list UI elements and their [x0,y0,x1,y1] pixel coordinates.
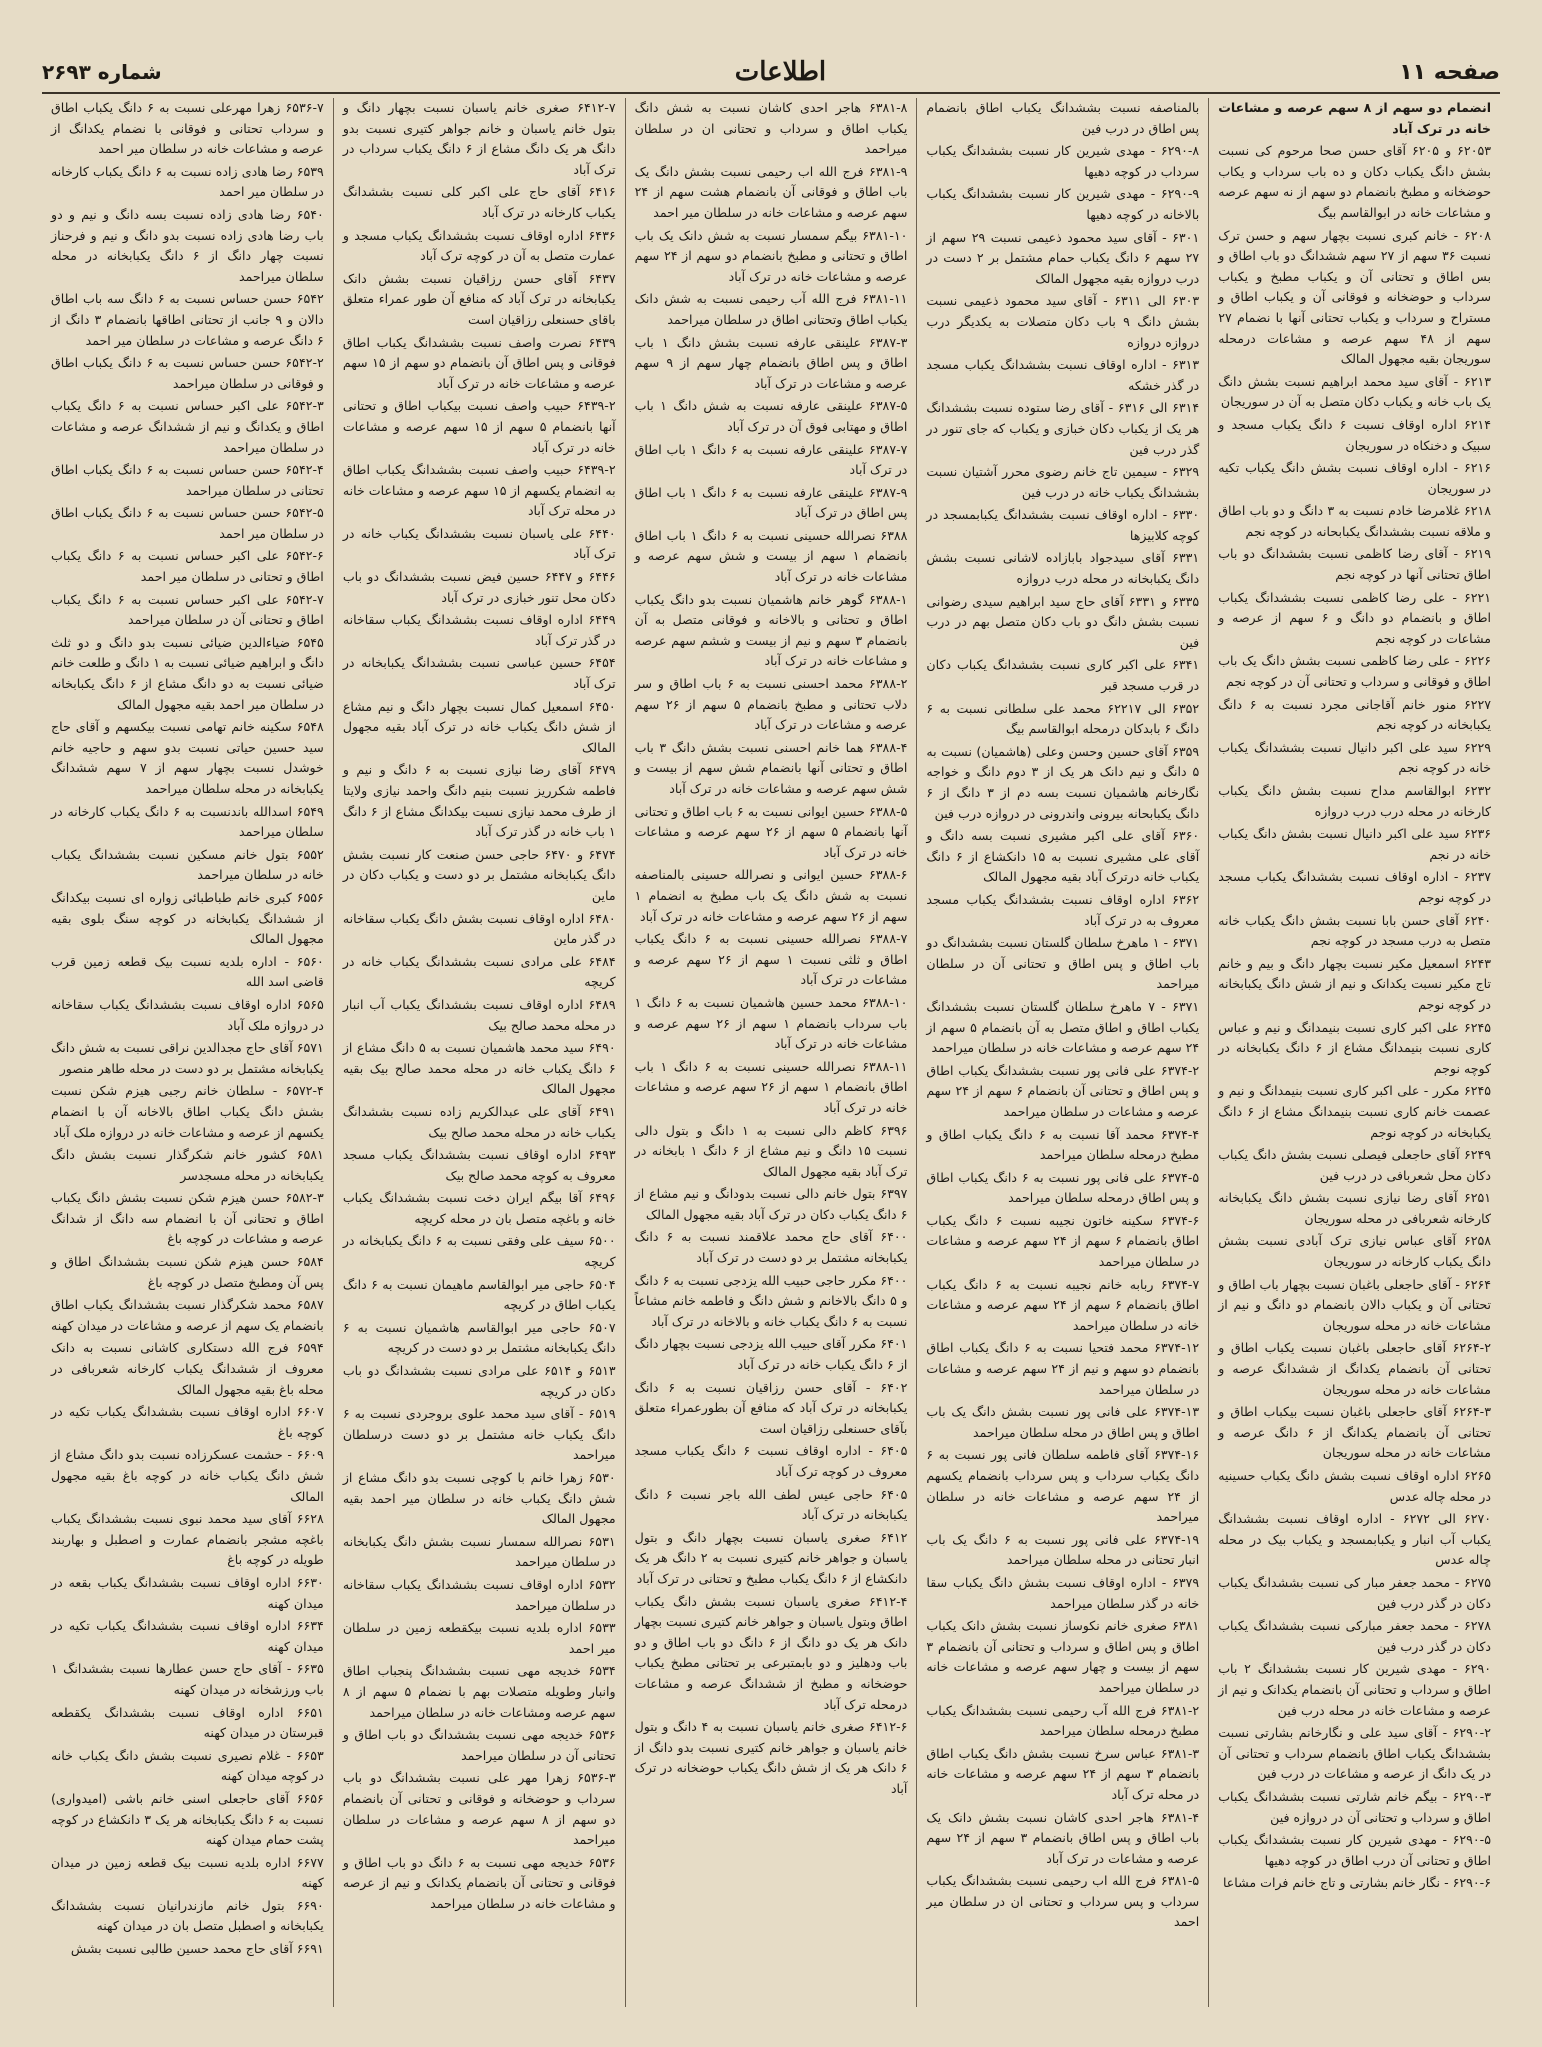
notice-entry: ۶۳۸۱-۱۰ بیگم سمسار نسبت به شش دانک یک باب اطاق و تحتانی و مطبخ بانضمام دو سهم از ۲۴ سهم عرصه و مشاعات خانه در ترک آباد [634,227,908,284]
notice-entry: ۶۲۵۱ آقای رضا نیازی نسبت بشش دانگ یکبابخانه کارخانه شعربافی در محله سوریجان [1218,1190,1491,1226]
notice-entry: ۶۳۷۴-۱۲ محمد فتحیا نسبت به ۶ دانگ یکباب اطاق بانضمام دو سهم و نیم از ۲۴ سهم عرصه و مشاعات در سلطان میراحمد [926,1340,1200,1397]
notice-entry: ۶۵۳۶ خدیجه مهی نسبت به ۶ دانگ دو باب اطاق و فوقانی و تحتانی آن بانضمام یکدانک و نیم از عرصه و مشاعات خانه در سلطان میراحمد [342,1854,616,1911]
notice-entry: ۶۴۱۲-۴ صغری یاسبان نسبت بشش دانگ یکباب اطاق وبتول یاسبان و جواهر خانم کتیری نسبت بچهار دانک هر یک دو دانگ از ۶ دانگ دو باب اطاق و دو باب ودهلیز و دو بابمتبرعی بر تحتانی مطبخ یکباب حوضخانه و مطبخ از ششدانگ عرصه و مشاعات درمحله ترک آباد [634,1593,908,1712]
notice-entry: ۶۵۵۶ کبری خانم طباطبائی زواره ای نسبت بیکدانگ از ششدانگ یکبابخانه در کوچه سنگ بلوی بقیه مجهول المالک [51,889,324,947]
page-header [42,52,1500,94]
notice-entry: ۶۳۸۱-۹ فرج الله اب رحیمی نسبت بشش دانگ یک باب اطاق و فوقانی آن بانضمام هشت سهم از ۲۴ سهم عرصه و مشاعات خانه در سلطان میر احمد [634,163,908,220]
notice-entry: ۶۵۰۰ سیف علی وفقی نسبت به ۶ دانگ یکبابخانه در کریچه [342,1233,616,1270]
notice-entry: ۶۳۸۷-۹ علینقی عارفه نسبت به ۶ دانگ ۱ باب اطاق پس اطاق در ترک آباد [634,484,908,521]
notice-entry: ۶۲۰۵۳ و ۶۲۰۵ آقای حسن صحا مرحوم کی نسبت بشش دانگ یکباب دکان و ده باب سرداب و یکاب حوضخانه و مطبخ بانضمام دو سهم از نه سهم عرصه و مشاعات خانه در ابوالقاسم بیگ [1218,143,1491,220]
notice-entry: ۶۲۱۳ - آقای سید محمد ابراهیم نسبت بشش دانگ یک باب خانه و یکباب دکان متصل به آن در سوریجان [1218,373,1491,410]
notice-entry: ۶۳۸۷-۷ علینقی عارفه نسبت به ۶ دانگ ۱ باب اطاق در ترک آباد [634,441,908,478]
notice-entry: ۶۴۴۰ علی یاسبان نسبت بششدانگ یکباب خانه در ترک آباد [342,525,616,562]
notice-entry: ۶۳۸۷-۵ علینقی عارفه نسبت به شش دانگ ۱ باب اطاق و مهتابی فوق آن در ترک آباد [634,398,908,434]
notice-entry: ۶۳۸۱-۳ عباس سرخ نسبت بشش دانگ یکباب اطاق بانضمام ۳ سهم از ۲۴ سهم عرصه و مشاعات خانه در محله ترک آباد [926,1745,1200,1802]
notice-entry: ۶۶۹۰ بتول خانم مازندرانیان نسبت بششدانگ یکبابخانه و اصطبل متصل بان در میدان کهنه [51,1897,324,1934]
notice-entry: ۶۵۱۹ - آقای سید محمد علوی بروجردی نسبت به ۶ دانگ یکباب خانه مشتمل بر دو دست درسلطان میراحمد [342,1406,616,1463]
notice-entry: ۶۶۲۸ آقای سید محمد نبوی نسبت بششدانگ یکباب باغچه مشجر بانضمام عمارت و اصطبل و بهاربند طویله در کوچه باغ [51,1511,324,1568]
notice-entry: انضمام دو سهم از ۸ سهم عرصه و مشاعات خانه در ترک آباد [1218,100,1492,136]
notice-entry: ۶۴۱۲-۶ صغری خانم یاسبان نسبت به ۴ دانگ و بتول خانم یاسبان و جواهر خانم کتیری نسبت بدو دانگ از ۶ دانک هر یک از شش دانگ یکباب حوضخانه در ترک آباد [634,1719,908,1796]
notice-entry: ۶۴۱۲ صغری یاسبان نسبت بچهار دانگ و بتول یاسبان و جواهر خانم کتیری نسبت به ۲ دانگ هر یک دانکشاع از ۶ دانگ یکباب مطبخ و تحتانی در ترک آباد [634,1529,908,1586]
notice-entry: ۶۴۱۶ آقای حاج علی اکبر کلی نسبت بششدانگ یکباب کارخانه در ترک آباد [342,184,616,220]
notice-entry: ۶۵۴۲-۷ علی اکبر حساس نسبت به ۶ دانگ یکباب اطاق و تحتانی آن در سلطان میراحمد [51,591,324,628]
notice-entry: ۶۶۵۶ آقای حاجعلی اسنی خانم باشی (امیدواری) نسبت به ۶ دانگ یکبابخانه هر یک ۳ دانکشاع در کوچه پشت حمام میدان کهنه [51,1790,324,1848]
notice-entry: ۶۲۹۰-۲ - آقای سید علی و نگارخانم بشارتی نسبت بششدانگ یکباب اطاق بانضمام سرداب و تحتانی آن در یک دانگ از عرصه و مشاعات در درب فین [1218,1725,1491,1782]
notice-entry: ۶۳۰۱ - آقای سید محمود ذعیمی نسبت ۲۹ سهم از ۲۷ سهم ۶ دانگ یکباب حمام مشتمل بر ۲ دست در درب دروازه بقیه مجهول المالک [926,229,1200,286]
notice-entry: ۶۶۷۷ اداره بلدیه نسبت بیک قطعه زمین در میدان کهنه [51,1854,324,1891]
notice-entry: ۶۵۳۱ نصرالله سمسار نسبت بشش دانگ یکبابخانه در سلطان میراحمد [342,1533,616,1570]
notice-entry: ۶۲۷۸ - محمد جعفر مبارکی نسبت بششدانگ یکباب دکان در گذر درب فین [1218,1618,1491,1654]
notice-entry: ۶۳۸۸-۱ گوهر خانم هاشمیان نسبت بدو دانگ یکباب اطاق و تحتانی و بالاخانه و فوقانی متصل به آن بانضمام ۳ سهم و نیم از بیست و ششم سهم عرصه و مشاعات خانه در ترک آباد [634,591,908,669]
notice-entry: ۶۳۸۸ نصرالله حسینی نسبت به ۶ دانگ ۱ باب اطاق بانضمام ۱ سهم از بیست و شش سهم عرصه و مشاعات خانه در ترک آباد [634,527,908,585]
notice-entry: ۶۲۱۹ - آقای رضا کاظمی نسبت بششدانگ دو باب اطاق تحتانی آنها در کوچه نجم [1218,546,1491,583]
notice-entry: ۶۲۶۴-۳ آقای حاجعلی باغبان نسبت بیکباب اطاق و تحتانی آن بانضمام یکدانگ از ۶ دانگ عرصه و مشاعات خانه در محله سوریجان [1218,1404,1491,1461]
notice-entry: ۶۴۰۰ مکرر حاجی حبیب الله یزدجی نسبت به ۶ دانگ و ۵ دانگ بالاخانم و شش دانگ و فاطمه خانم مشاعاً نسبت به ۶ دانگ یکباب خانه و بالاخانه در ترک آباد [634,1272,908,1329]
notice-entry: ۶۵۴۸ سکینه خانم تهامی نسبت بیکسهم و آقای حاج سید حسین حیاتی نسبت بدو سهم و حاجیه خانم خوشدل نسبت بچهار سهم از ۷ سهم ششدانگ یکبابخانه در محله سلطان میراحمد [51,719,324,796]
notice-entry: ۶۲۱۸ غلامرضا خادم نسبت به ۳ دانگ و دو باب اطاق و ملاقه نسبت بششدانگ یکبابحانه در کوچه نجم [1218,503,1491,539]
notice-entry: ۶۶۹۱ آقای حاج محمد حسین طالبی نسبت بشش [70,1941,324,1957]
notice-entry: ۶۲۱۶ - اداره اوقاف نسبت بشش دانگ یکباب تکیه در سوریجان [1218,460,1491,496]
notice-entry: ۶۵۱۳ و ۶۵۱۴ علی مرادی نسبت بششدانگ دو باب دکان در کریچه [342,1363,616,1399]
notice-entry: ۶۲۶۴ - آقای حاجعلی باغبان نسبت بچهار باب اطاق و تحتانی آن و یکباب دالان بانضمام دو دانگ و نیم از مشاعات خانه در محله سوریجان [1218,1276,1491,1333]
notice-entry: ۶۵۶۰ - اداره بلدیه نسبت بیک قطعه زمین قرب قاضی اسد الله [51,953,324,990]
notice-entry: ۶۵۷۲-۴ - سلطان خانم رجبی هیزم شکن نسبت بشش دانگ یکباب اطاق بالاخانه آن با انضمام یکسهم از عرصه و مشاعات خانه در دروازه ملک آباد [51,1083,324,1140]
notice-entry: ۶۲۹۰-۵ - مهدی شیرین کار نسبت بششدانگ یکباب اطاق و تحتانی آن درب اطاق در کوچه دهیها [1218,1832,1491,1868]
notice-entry: ۶۳۷۱ - ۱ ماهرخ سلطان گلستان نسبت بششدانگ دو باب اطاق و پس اطاق و تحتانی آن در سلطان میراحمد [926,935,1200,992]
notice-entry: ۶۳۶۲ اداره اوقاف نسبت بششدانگ یکباب مسجد معروف به در ترک آباد [926,891,1200,928]
notice-entry: ۶۶۳۴ اداره اوقاف نسبت بششدانگ یکباب تکیه در میدان کهنه [51,1618,324,1654]
notice-entry: ۶۵۸۱ کشور خانم شکرگذار نسبت بشش دانگ یکبابخانه در محله مسجدسر [51,1147,324,1183]
notice-entry: ۶۵۰۷ حاجی میر ابوالقاسم هاشمیان نسبت به ۶ دانگ یکبابخانه مشتمل بر دو دست در کریچه [342,1319,616,1356]
notice-entry: ۶۳۸۱-۱۱ فرج الله آب رحیمی نسبت به شش دانک یکباب اطاق وتحتانی اطاق در سلطان میراحمد [634,291,908,327]
notice-entry: ۶۲۶۵ اداره اوقاف نسبت بشش دانگ یکباب حسینیه در محله چاله عدس [1218,1468,1491,1504]
notice-column [333,98,625,2007]
notice-entry: ۶۲۲۷ منور خانم آقاجانی مجرد نسبت به ۶ دانگ یکبابخانه در کوچه نجم [1218,696,1491,733]
notice-entry: ۶۳۸۱-۵ فرج الله اب رحیمی نسبت بششدانگ یکباب سرداب و پس سرداب و تحتانی ان در سلطان میر احمد [926,1873,1200,1930]
notice-entry: ۶۵۴۲-۴ حسن حساس نسبت به ۶ دانگ یکباب اطاق تحتانی در سلطان میراحمد [51,462,324,498]
notice-entry: ۶۶۰۹ - حشمت عسکرزاده نسبت بدو دانگ مشاع از شش دانگ یکباب خانه در کوچه باغ بقیه مجهول المالک [51,1447,324,1504]
notice-entry: ۶۵۰۴ حاجی میر ابوالقاسم ماهیمان نسبت به ۶ دانگ یکباب اطاق در کریچه [342,1276,616,1313]
notice-entry: ۶۳۴۱ علی اکبر کاری نسبت بششدانگ یکباب دکان در قرب مسجد قبر [926,657,1200,694]
notice-entry: ۶۵۴۲-۶ علی اکبر حساس نسبت به ۶ دانگ یکباب اطاق و تحتانی در سلطان میر احمد [51,548,324,585]
notice-entry: ۶۴۳۹-۲ حبیب واصف نسبت بیکباب اطاق و تحتانی آنها بانضمام ۵ سهم از ۱۵ سهم عرصه و مشاعات خانه در ترک آباد [342,398,616,455]
notice-entry: ۶۳۷۴-۶ سکینه خاتون نجیبه نسبت ۶ دانگ یکباب اطاق بانضمام ۶ سهم از ۲۴ سهم عرصه و مشاعات در سلطان میراحمد [926,1212,1200,1270]
notice-entry: ۶۵۸۷ محمد شکرگذار نسبت بششدانگ یکباب اطاق بانضمام یک سهم از عرصه و مشاعات در میدان کهنه [51,1297,324,1333]
notice-entry: ۶۳۸۸-۲ محمد احسنی نسبت به ۶ باب اطاق و سر دلاب تحتانی و مطبخ بانضمام ۵ سهم از ۲۶ سهم عرصه و مشاعات در ترک آباد [634,676,908,733]
notice-entry: ۶۳۹۶ کاظم دالی نسبت به ۱ دانگ و بتول دالی نسبت ۱۵ دانگ و نیم مشاع از ۶ دانگ ۱ بابخانه در ترک آباد بقیه مجهول المالک [634,1122,908,1179]
notice-entry: ۶۳۸۸-۱۱ نصرالله حسینی نسبت به ۶ دانگ ۱ باب اطاق بانضمام ۱ سهم از ۲۶ سهم عرصه و مشاعات خانه در ترک آباد [634,1058,908,1115]
notice-entry: ۶۲۵۸ آقای عباس نیازی ترک آبادی نسبت بشش دانگ یکباب کارخانه در سوریجان [1218,1233,1491,1270]
notice-entry: ۶۴۳۷ آقای حسن رزاقیان نسبت بشش دانک یکبابخانه در ترک آباد که منافع آن طور عمراء متعلق باقای حسنعلی رزاقیان است [342,270,616,327]
notice-entry: ۶۳۸۸-۴ هما خانم احسنی نسبت بشش دانگ ۳ باب اطاق و تحتانی آنها بانضمام شش سهم از بیست و شش سهم عرصه و مشاعات خانه در ترک آباد [634,739,908,796]
notice-column [42,98,333,2007]
issue-number: شماره ۲۶۹۳ [42,60,162,84]
notice-entry: ۶۴۷۴ و ۶۴۷۰ حاجی حسن صنعت کار نسبت بشش دانگ یکبابخانه مشتمل بر دو دست و یکباب دکان در ماین [342,846,616,903]
notice-entry: ۶۲۴۰ آقای حسن بابا نسبت بشش دانگ یکباب خانه متصل به درب مسجد در کوچه نجم [1218,912,1491,949]
notice-entry: ۶۶۵۳ - غلام نصیری نسبت بشش دانگ یکباب خانه در کوچه میدان کهنه [51,1747,324,1784]
notice-entry: ۶۶۰۷ اداره اوقاف نسبت بششدانگ یکباب تکیه در کوچه باغ [51,1404,324,1440]
notice-entry: ۶۵۳۳ اداره بلدیه نسبت بیکقطعه زمین در سلطان میر احمد [342,1620,616,1656]
page-number: صفحه ۱۱ [1399,59,1500,85]
notice-entry: ۶۳۲۹ - سیمین تاج خانم رضوی محرر آشتیان نسبت بششدانگ یکباب خانه در درب فین [926,464,1200,500]
notice-entry: ۶۲۲۹ سید علی اکبر دانیال نسبت بششدانگ یکباب خانه در کوچه نجم [1218,739,1491,776]
notice-entry: ۶۳۸۱-۸ هاجر احدی کاشان نسبت به شش دانگ یکباب اطاق و سرداب و تحتانی ان در سلطان میراحمد [634,100,908,157]
newspaper-name: اطلاعات [734,57,827,87]
notice-entry: ۶۲۴۵ علی اکبر کاری نسبت بنیمدانگ و نیم و عباس کاری نسبت بنیمدانگ مشاع از ۶ دانگ یکبابخانه در کوچه نوجم [1218,1019,1491,1076]
notice-entry: ۶۴۱۲-۷ صغری خانم یاسبان نسبت بچهار دانگ و بتول خانم یاسبان و خانم جواهر کتیری نسبت بدو دانگ هر یک دانگ مشاع از ۶ دانگ یکباب سرداب در ترک آباد [342,100,616,177]
notice-entry: ۶۴۸۴ علی مرادی نسبت بششدانگ یکباب خانه در کریچه [342,953,616,990]
notice-entry: ۶۳۳۵ و ۶۳۳۱ آقای حاج سید ابراهیم سیدی رضوانی نسبت بشش دانگ دو باب دکان متصل بهم در درب فین [926,593,1200,650]
notice-entry: ۶۴۰۰ آقای حاج محمد علاقمند نسبت به ۶ دانگ یکبابخانه مشتمل بر دو دست در ترک آباد [634,1229,908,1266]
notice-entry: ۶۵۳۴ خدیجه مهی نسبت بششدانگ پنجباب اطاق وانبار وطویله متصلات بهم با نضمام ۵ سهم از ۸ سهم عرصه ومشاعات خانه در سلطان میراحمد [342,1663,616,1720]
notice-entry: ۶۴۵۰ اسمعیل کمال نسبت بچهار دانگ و نیم مشاع از شش دانگ یکباب خانه در ترک آباد بقیه مجهول المالک [342,698,616,755]
notice-entry: ۶۶۳۰ اداره اوقاف نسبت بششدانگ یکباب بقعه در میدان کهنه [51,1574,324,1611]
notice-entry: ۶۵۴۲-۵ حسن حساس نسبت به ۶ دانگ یکباب اطاق در سلطان میر احمد [51,505,324,541]
notice-entry: ۶۲۷۵ - محمد جعفر مبار کی نسبت بششدانگ یکباب دکان در گذر درب فین [1218,1574,1491,1611]
text-columns [42,98,1500,2007]
notice-entry: ۶۳۸۱-۴ هاجر احدی کاشان نسبت بشش دانک یک باب اطاق و پس اطاق بانضمام ۳ سهم از ۲۴ سهم عرصه و مشاعات در ترک آباد [926,1809,1200,1866]
notice-entry: ۶۴۸۰ اداره اوقاف نسبت بشش دانگ یکباب سقاخانه در گذر ماین [342,910,616,947]
notice-entry: ۶۵۳۶-۷ زهرا مهرعلی نسبت به ۶ دانگ یکباب اطاق و سرداب تحتانی و فوقانی با نضمام یکدانگ از عرصه و مشاعات خانه در سلطان میر احمد [51,100,324,157]
notice-entry: ۶۳۵۲ الی ۶۲۲۱۷ محمد علی سلطانی نسبت به ۶ دانگ ۶ بابدکان درمحله ابوالقاسم بیگ [926,700,1200,737]
notice-entry: ۶۳۸۸-۶ حسین ایوانی و نصرالله حسینی بالمناصفه نسبت به شش دانگ یک باب مطبخ به انضمام ۱ سهم از ۲۶ سهم عرصه و مشاعات خانه در ترک آباد [634,867,908,924]
notice-entry: ۶۴۷۹ آقای رضا نیازی نسبت به ۶ دانگ و نیم و فاطمه شکرریز نسبت بنیم دانگ واحمد نیازی ولایتا از طرف محمد نیازی نسبت بیکدانگ مشاع از ۶ دانگ ۱ باب خانه در گذر ترک آباد [342,762,616,840]
notice-entry: ۶۲۷۰ الی ۶۲۷۲ - اداره اوقاف نسبت بششدانگ یکباب آب انبار و یکبابمسجد و یکباب بیک در محله چاله عدس [1218,1511,1491,1568]
notice-entry: ۶۵۹۴ فرج الله دستکاری کاشانی نسبت به دانک معروف از ششدانگ یکباب کارخانه شعربافی در محله باغ بقیه مجهول المالک [51,1340,324,1397]
notice-entry: ۶۳۷۱ - ۷ ماهرخ سلطان گلستان نسبت بششدانگ یکباب اطاق و اطاق متصل به آن بانضمام ۵ سهم از ۲۴ سهم عرصه و مشاعات خانه در سلطان میراحمد [926,998,1200,1056]
notice-entry: ۶۲۳۲ ابوالقاسم مداح نسبت بشش دانگ یکباب کارخانه در محله درب درب دروازه [1218,783,1491,819]
notice-entry: ۶۵۳۰ زهرا خانم با کوچی نسبت بدو دانگ مشاع از شش دانگ یکباب خانه در سلطان میر احمد بقیه مجهول المالک [342,1470,616,1527]
notice-entry: ۶۳۷۴-۱۹ علی فانی پور نسبت به ۶ دانگ یک باب انبار تحتانی در محله سلطان میراحمد [926,1531,1200,1568]
notice-entry: ۶۳۷۴-۱۶ آقای فاطمه سلطان فانی پور نسبت به ۶ دانگ یکباب سرداب و پس سرداب بانضمام یکسهم از ۲۴ سهم عرصه و مشاعات خانه در سلطان میراحمد [926,1447,1200,1525]
notice-entry: ۶۴۳۹ نصرت واصف نسبت بششدانگ یکباب اطاق فوقانی و پس اطاق آن بانضمام دو سهم از ۱۵ سهم عرصه و مشاعات خانه در ترک آباد [342,334,616,391]
notice-entry: ۶۳۸۷-۳ علینقی عارفه نسبت بشش دانگ ۱ باب اطاق و پس اطاق بانضمام چهار سهم از ۹ سهم عرصه و مشاعات در ترک آباد [634,334,908,391]
notice-entry: ۶۵۸۴ حسن هیزم شکن نسبت بششدانگ اطاق و پس آن ومطبخ متصل در کوچه باغ [51,1254,324,1290]
notice-entry: ۶۲۴۹ آقای حاجعلی فیصلی نسبت بشش دانگ یکباب دکان محل شعربافی در درب فین [1218,1147,1491,1183]
notice-column [625,98,917,2007]
notice-entry: ۶۳۱۳ - اداره اوقاف نسبت بششدانگ یکباب مسجد در گذر خشکه [926,357,1200,393]
notice-entry: ۶۴۹۰ سید محمد هاشمیان نسبت به ۵ دانگ مشاع از ۶ دانگ یکباب خانه در محله محمد صالح بیک بقیه مجهول المالک [342,1040,616,1097]
notice-entry: ۶۲۹۰-۳ - بیگم خانم شارتی نسبت بششدانگ یکباب اطاق و سرداب و تحتانی آن در دروازه فین [1218,1788,1491,1825]
notice-entry: ۶۳۷۴-۷ ربابه خانم نجیبه نسبت به ۶ دانگ یکباب اطاق بانضمام ۶ سهم از ۲۴ سهم عرصه و مشاعات خانه در سلطان میراحمد [926,1276,1200,1333]
notice-entry: ۶۵۴۲-۲ حسن حساس نسبت به ۶ دانگ یکباب اطاق و فوقانی در سلطان میراحمد [51,355,324,391]
notice-entry: ۶۳۷۴-۱۳ علی فانی پور نسبت بشش دانگ یک باب اطاق و پس اطاق در محله سلطان میراحمد [926,1404,1200,1440]
notice-entry: ۶۴۵۴ حسین عباسی نسبت بششدانگ یکبابخانه در ترک آباد [342,655,616,692]
notice-entry: ۶۲۹۰ - مهدی شیرین کار نسبت بششدانگ ۲ باب اطاق و سرداب و تحتانی آن بانضمام یکدانک و نیم از عرصه و مشاعات خانه در محله درب فین [1218,1661,1491,1718]
notice-entry: ۶۴۹۶ آقا بیگم ایران دخت نسبت بششدانگ یکباب خانه و باغچه متصل بان در محله کریچه [342,1190,616,1226]
notice-entry: ۶۲۶۴-۲ آقای حاجعلی باغبان نسبت یکباب اطاق و تحتانی آن بانضمام یکدانگ از ششدانگ عرصه و مشاعات خانه در محله سوریجان [1218,1340,1491,1397]
notice-entry: ۶۳۷۹ - اداره اوقاف نسبت بشش دانگ یکباب سقا خانه در گذر سلطان میراحمد [926,1574,1200,1611]
notice-entry: ۶۲۴۵ مکرر - علی اکبر کاری نسبت بنیمدانگ و نیم و عصمت خانم کاری نسبت بنیمدانگ مشاع از ۶ دانگ یکبابخانه در کوچه نوجم [1218,1083,1492,1140]
notice-entry: ۶۵۷۱ آقای حاج مجدالدین نراقی نسبت به شش دانگ یکبابخانه مشتمل بر دو دست در محله طاهر منصور [51,1040,324,1076]
notice-entry: ۶۵۳۶ خدیجه مهی نسبت بششدانگ دو باب اطاق و تحتانی آن در سلطان میراحمد [342,1727,616,1763]
notice-entry: ۶۴۰۱ مکرر آقای حبیب الله یزدجی نسبت بچهار دانگ از ۶ دانگ یکباب خانه در ترک آباد [634,1336,908,1373]
notice-entry: ۶۳۷۴-۴ محمد آقا نسبت به ۶ دانگ یکباب اطاق و مطبخ درمحله سلطان میراحمد [926,1126,1200,1163]
notice-entry: ۶۴۰۵ حاجی عیس لطف الله باجر نسبت ۶ دانگ یکبابخانه در ترک آباد [634,1486,908,1523]
notice-entry: ۶۵۴۹ اسدالله باندنسبت به ۶ دانگ یکباب کارخانه در سلطان میراحمد [51,803,324,840]
notice-entry: ۶۵۴۵ ضیاءالدین ضیائی نسبت بدو دانگ و دو ثلث دانگ و ابراهیم ضیائی نسبت به ۱ دانگ و طلعت خانم ضیائی نسبت به دو دانگ مشاع از ۶ دانگ یکبابخانه در سلطان میر احمد بقیه مجهول المالک [51,634,324,712]
notice-entry: ۶۳۷۴-۵ علی فانی پور نسبت به ۶ دانگ یکباب اطاق و پس اطاق درمحله سلطان میراحمد [926,1169,1200,1206]
notice-entry: ۶۳۰۳ الی ۶۳۱۱ - آقای سید محمود ذعیمی نسبت بشش دانگ ۹ باب دکان متصلات به یکدیگر درب دروازه دروازه [926,293,1200,350]
notice-entry: ۶۲۰۸ - خانم کبری نسبت بچهار سهم و حسن ترک نسبت ۳۶ سهم از ۲۷ سهم ششدانگ دو باب اطاق و بس اطاق و تحتانی آن و یکباب مطبخ و یکباب سرداب و حوضخانه و فوقانی آن و یکباب اطاق و مستراح و سرداب و یکباب تحتانی آنها با نضمام ۲۷ سهم از ۴۸ سهم عرصه و مشاعات درمحله سوریجان بقیه مجهول المالک [1218,227,1491,367]
notice-entry: ۶۵۵۲ بتول خانم مسکین نسبت بششدانگ یکباب خانه در سلطان میراحمد [51,846,324,883]
notice-entry: ۶۶۵۱ اداره اوقاف نسبت بششدانگ یکقطعه قبرستان در میدان کهنه [51,1704,324,1741]
notice-entry: ۶۴۹۱ آقای علی عبدالکریم زاده نسبت بششدانگ یکباب خانه در محله محمد صالح بیک [342,1103,616,1140]
notice-entry: ۶۳۳۱ آقای سیدجواد بابازاده لاشانی نسبت بشش دانگ یکبابخانه در محله درب دروازه [926,550,1200,587]
notice-entry: ۶۲۹۰-۶ - نگار خانم بشارتی و تاج خانم فرات مشاعا [1222,1875,1491,1891]
notice-entry: ۶۲۹۰-۸ - مهدی شیرین کار نسبت بششدانگ یکباب سرداب در کوچه دهیها [926,143,1200,179]
notice-entry: ۶۳۷۴-۲ علی فانی پور نسبت بششدانگ یکباب اطاق و پس اطاق و تحتانی آن بانضمام ۶ سهم از ۲۴ سهم عرصه و مشاعات در سلطان میراحمد [926,1062,1200,1119]
notice-column [1208,98,1500,2007]
notice-entry: ۶۵۶۵ اداره اوقاف نسبت بششدانگ یکباب سقاخانه در دروازه ملک آباد [51,996,324,1033]
notice-entry: ۶۳۹۷ بتول خانم دالی نسبت بدودانگ و نیم مشاع از ۶ دانگ یکباب دکان در ترک آباد بقیه مجهول المالک [634,1186,908,1222]
notice-entry: ۶۴۴۹ اداره اوقاف نسبت بششدانگ یکباب سقاخانه در گذر ترک آباد [342,612,616,648]
notice-entry: ۶۲۴۳ اسمعیل مکیر نسبت بچهار دانگ و بیم و خانم تاج مکیر نسبت یکدانک و نیم از شش دانگ یکبابخانه در کوچه نوجم [1218,955,1491,1012]
notice-entry: ۶۴۸۹ اداره اوقاف نسبت بششدانگ یکباب آب انبار در محله محمد صالح بیک [342,996,616,1033]
notice-entry: ۶۵۳۹ رضا هادی زاده نسبت به ۶ دانگ یکباب کارخانه در سلطان میر احمد [51,163,324,200]
notice-entry: ۶۴۳۶ اداره اوقاف نسبت بششدانگ یکباب مسجد و عمارت متصل به آن در کوچه ترک آباد [342,227,616,264]
notice-entry: ۶۳۸۸-۱۰ محمد حسین هاشمیان نسبت به ۶ دانگ ۱ باب سرداب بانضمام ۱ سهم از ۲۶ سهم عرصه و مشاعات خانه در ترک آباد [634,994,908,1052]
notice-entry: ۶۲۹۰-۹ - مهدی شیرین کار نسبت بششدانگ یکباب بالاخانه در کوچه دهیها [926,186,1200,222]
notice-entry: ۶۵۴۲-۳ علی اکبر حساس نسبت به ۶ دانگ یکباب اطاق و یکدانگ و نیم از ششدانگ عرصه و مشاعات در سلطان میراحمد [51,398,324,455]
notice-column [916,98,1208,2007]
notice-entry: ۶۲۳۷ - اداره اوقاف نسبت بششدانگ یکباب مسجد در کوچه نوجم [1218,869,1491,905]
notice-entry: ۶۵۴۰ رضا هادی زاده نسبت بسه دانگ و نیم و دو باب رضا هادی زاده نسبت بدو دانگ و نیم و فرحناز نسبت چهار دانگ از ۶ دانگ یکبابخانه در محله سلطان میراحمد [51,206,324,284]
notice-entry: ۶۵۳۲ اداره اوقاف نسبت بششدانگ یکباب سقاخانه در سلطان میراحمد [342,1576,616,1613]
notice-entry: ۶۲۱۴ اداره اوقاف نسبت ۶ دانگ یکباب مسجد و سبیک و دخنکاه در سوریجان [1218,416,1492,453]
notice-entry: ۶۳۸۸-۵ حسین ایوانی نسبت به ۶ باب اطاق و تحتانی آنها بانضمام ۵ سهم از ۲۶ سهم عرصه و مشاعات خانه در ترک آباد [634,803,908,860]
notice-entry: ۶۵۸۲-۳ حسن هیزم شکن نسبت بشش دانگ یکباب اطاق و تحتانی آن با انضمام سه دانگ از شدانگ عرصه و مشاعات در کوچه باغ [51,1190,324,1247]
notice-entry: ۶۲۳۶ سید علی اکبر دانیال نسبت بشش دانگ یکباب خانه در نجم [1218,826,1491,862]
notice-entry: بالمناصفه نسبت بششدانگ یکباب اطاق بانضمام پس اطاق در درب فین [926,100,1200,136]
notice-entry: ۶۳۸۸-۷ نصرالله حسینی نسبت به ۶ دانگ یکباب اطاق و ثلثی نسبت ۱ سهم از ۲۶ سهم عرصه و مشاعات در ترک آباد [634,931,908,988]
notice-entry: ۶۳۸۱-۲ فرج الله آب رحیمی نسبت بششدانگ یکباب مطبخ درمحله سلطان میراحمد [926,1702,1200,1739]
notice-entry: ۶۳۱۴ الی ۶۳۱۶ - آقای رضا ستوده نسبت بششدانگ هر یک از یکباب دکان خبازی و یکباب که جای تنور در گذر درب فین [926,400,1200,457]
notice-entry: ۶۳۶۰ آقای علی اکبر مشیری نسبت بسه دانگ و آقای علی مشیری نسبت به ۱۵ دانکشاع از ۶ دانگ یکباب خانه درترک آباد بقیه مجهول المالک [926,828,1200,885]
notice-entry: ۶۴۴۶ و ۶۴۴۷ حسین فیض نسبت بششدانگ دو باب دکان محل تنور خبازی در ترک آباد [342,569,616,605]
notice-entry: ۶۲۲۱ - علی رضا کاظمی نسبت بششدانگ یکباب اطاق و بانضمام دو دانگ و ۶ سهم از عرصه و مشاعات در کوچه نجم [1218,589,1491,646]
notice-entry: ۶۶۳۵ - آقای حاج حسن عطارها نسبت بششدانگ ۱ باب ورزشخانه در میدان کهنه [51,1661,324,1697]
notice-entry: ۶۴۰۲ - آقای حسن رزاقیان نسبت به ۶ دانگ یکبابخانه در ترک آباد که منافع آن بطورعمراء متعلق بآقای حسنعلی رزاقیان است [634,1379,908,1436]
notice-entry: ۶۴۹۳ اداره اوقاف نسبت بششدانگ یکباب مسجد معروف به کوچه محمد صالح بیک [342,1147,616,1183]
notice-entry: ۶۳۸۱ صغری خانم نکوساز نسبت بشش دانک یکباب اطاق و پس اطاق و سرداب و تحتانی آن بانضمام ۳ سهم از بیست و چهار سهم عرصه و مشاعات خانه در سلطان میراحمد [926,1618,1200,1695]
notice-entry: ۶۲۲۶ - علی رضا کاظمی نسبت بشش دانگ یک باب اطاق و فوقانی و سرداب و تحتانی آن در کوچه نجم [1218,653,1491,690]
notice-entry: ۶۵۴۲ حسن حساس نسبت به ۶ دانگ سه باب اطاق دالان و ۹ جانب از تحتانی اطاقها بانضمام ۳ دانگ از ۶ دانگ عرصه و مشاعات در سلطان میر احمد [51,291,324,348]
notice-entry: ۶۳۵۹ آقای حسین وحسن وعلی (هاشمیان) نسبت به ۵ دانگ و نیم دانک هر یک از ۳ دوم دانگ و خواجه نگارخانم هاشمیان نسبت بسه دم از ۳ دانگ از ۶ دانگ یکبابحانه بیرونی واندرونی در دروازه درب فین [926,743,1200,821]
notice-entry: ۶۵۳۶-۳ زهرا مهر علی نسبت بششدانگ دو باب سرداب و حوضخانه و فوقانی و تحتانی آن بانضمام دو سهم از ۸ سهم عرصه و مشاعات در سلطان میراحمد [342,1770,616,1848]
notice-entry: ۶۴۰۵ - اداره اوقاف نسبت ۶ دانگ یکباب مسجد معروف در کوچه ترک آباد [634,1443,908,1479]
notice-entry: ۶۴۳۹-۲ حبیب واصف نسبت بششدانگ یکباب اطاق به انضمام یکسهم از ۱۵ سهم عرصه و مشاعات خانه در محله ترک آباد [342,462,616,519]
notice-entry: ۶۳۳۰ - اداره اوقاف نسبت بششدانگ یکبابمسجد در کوچه کلابیزها [926,507,1200,543]
